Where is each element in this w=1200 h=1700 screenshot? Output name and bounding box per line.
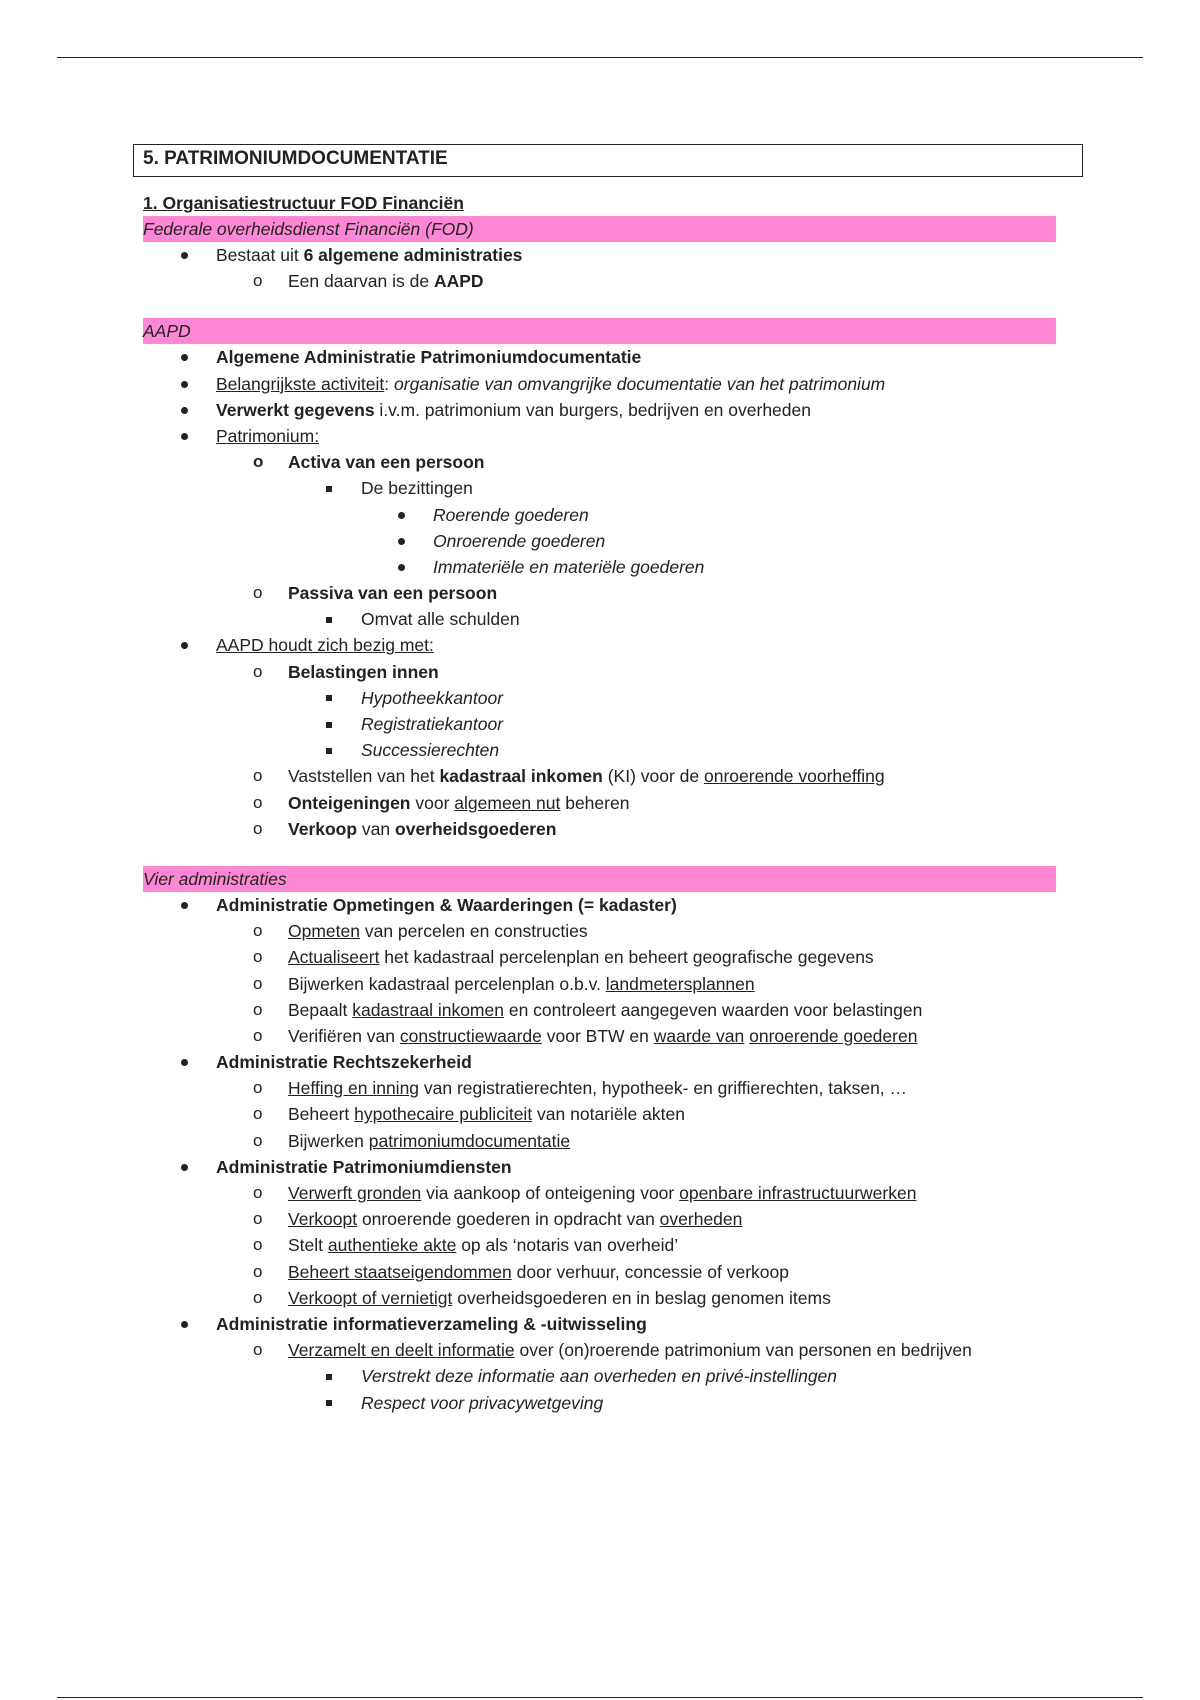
list-item: o Passiva van een persoon — [133, 580, 1083, 606]
circle-marker: o — [253, 1209, 263, 1229]
circle-marker: o — [253, 1261, 263, 1281]
bullet-marker — [181, 1311, 188, 1337]
circle-marker: o — [253, 583, 263, 603]
bullet-marker — [398, 502, 405, 528]
bullet-marker — [398, 554, 405, 580]
list-item: o Activa van een persoon — [133, 449, 1083, 475]
list-item: Hypotheekkantoor — [133, 685, 1083, 711]
list-item: o Verifiëren van constructiewaarde voor BTW en waarde van onroerende goederen — [133, 1023, 1083, 1049]
list-item: Respect voor privacywetgeving — [133, 1390, 1083, 1416]
list-item: o Bijwerken kadastraal percelenplan o.b.v. landmetersplannen — [133, 971, 1083, 997]
list-item: Immateriële en materiële goederen — [133, 554, 1083, 580]
circle-marker: o — [253, 271, 263, 291]
circle-marker: o — [253, 1183, 263, 1202]
list-item: o Verzamelt en deelt informatie over (on)roerende patrimonium van personen en bedrijven — [133, 1337, 1083, 1363]
circle-marker: o — [253, 1025, 263, 1045]
document-body — [133, 144, 1083, 1416]
bullet-marker — [181, 1049, 188, 1075]
bullet-marker — [181, 632, 188, 658]
footer-rule — [57, 1697, 1143, 1698]
circle-marker: o — [253, 973, 263, 993]
list-item: Administratie Opmetingen & Waarderingen (= kadaster) — [133, 892, 1083, 918]
circle-marker: o — [253, 1340, 263, 1360]
band-fod: Federale overheidsdienst Financiën (FOD) — [143, 216, 1056, 242]
circle-marker: o — [253, 999, 263, 1019]
list-item: o Bepaalt kadastraal inkomen en controleert aangegeven waarden voor belastingen — [133, 997, 1083, 1023]
list-item: AAPD houdt zich bezig met: — [133, 632, 1083, 658]
list-item: Verstrekt deze informatie aan overheden en privé-instellingen — [133, 1363, 1083, 1389]
list-item: Algemene Administratie Patrimoniumdocumentatie — [133, 344, 1083, 370]
section-heading: 1. Organisatiestructuur FOD Financiën — [143, 193, 464, 213]
list-item: Registratiekantoor — [133, 711, 1083, 737]
list-item: o Verkoop van overheidsgoederen — [133, 816, 1083, 842]
list-item: o Bijwerken patrimoniumdocumentatie — [133, 1128, 1083, 1154]
list-item: Administratie informatieverzameling & -uitwisseling — [133, 1311, 1083, 1337]
circle-marker: o — [253, 947, 263, 967]
list-item: o Verkoopt onroerende goederen in opdracht van overheden — [133, 1206, 1083, 1232]
square-marker — [326, 1363, 332, 1389]
list-item: Onroerende goederen — [133, 528, 1083, 554]
square-marker — [326, 606, 332, 632]
bullet-marker — [181, 892, 188, 918]
list-item: o Opmeten van percelen en constructies — [133, 918, 1083, 944]
circle-marker: o — [253, 766, 263, 786]
list-item: o Belastingen innen — [133, 659, 1083, 685]
list-item: Administratie Rechtszekerheid — [133, 1049, 1083, 1075]
bullet-marker — [181, 1154, 188, 1180]
bullet-marker — [181, 397, 188, 423]
circle-marker: o — [253, 452, 264, 472]
list-item: o Een daarvan is de AAPD — [133, 268, 1083, 294]
circle-marker: o — [253, 661, 263, 681]
band-vier-administraties: Vier administraties — [143, 866, 1056, 892]
list-item: Verwerkt gegevens i.v.m. patrimonium van burgers, bedrijven en overheden — [133, 397, 1083, 423]
list-item: o Vaststellen van het kadastraal inkomen (KI) voor de onroerende voorheffing — [133, 763, 1083, 789]
bullet-marker — [181, 423, 188, 449]
bullet-marker — [398, 528, 405, 554]
list-item: Successierechten — [133, 737, 1083, 763]
circle-marker: o — [253, 792, 263, 812]
list-item: Belangrijkste activiteit: organisatie van omvangrijke documentatie van het patrimonium — [133, 371, 1083, 397]
list-item: Omvat alle schulden — [133, 606, 1083, 632]
list-item: De bezittingen — [133, 475, 1083, 501]
square-marker — [326, 737, 332, 763]
list-item: Patrimonium: — [133, 423, 1083, 449]
list-item: Roerende goederen — [133, 502, 1083, 528]
list-item: o Beheert staatseigendommen door verhuur, concessie of verkoop — [133, 1259, 1083, 1285]
list-item: o Onteigeningen voor algemeen nut beheren — [133, 790, 1083, 816]
header-rule — [57, 57, 1143, 58]
list-item: o Heffing en inning van registratierechten, hypotheek- en griffierechten, taksen, … — [133, 1075, 1083, 1101]
list-item: o Beheert hypothecaire publiciteit van notariële akten — [133, 1101, 1083, 1127]
chapter-title: 5. PATRIMONIUMDOCUMENTATIE — [133, 144, 1083, 177]
circle-marker: o — [253, 1078, 263, 1098]
list-item: Bestaat uit 6 algemene administraties — [133, 242, 1083, 268]
circle-marker: o — [253, 818, 263, 838]
circle-marker: o — [253, 1130, 263, 1150]
list-item: o Verkoopt of vernietigt overheidsgoederen en in beslag genomen items — [133, 1285, 1083, 1311]
list-item: Administratie Patrimoniumdiensten — [133, 1154, 1083, 1180]
bullet-marker — [181, 371, 188, 397]
circle-marker: o — [253, 921, 263, 941]
list-item: o Actualiseert het kadastraal percelenplan en beheert geografische gegevens — [133, 944, 1083, 970]
square-marker — [326, 711, 332, 737]
band-aapd: AAPD — [143, 318, 1056, 344]
circle-marker: o — [253, 1104, 263, 1124]
bullet-marker — [181, 344, 188, 370]
bullet-marker — [181, 242, 188, 268]
square-marker — [326, 1390, 332, 1416]
list-item: o Stelt authentieke akte op als ‘notaris van overheid’ — [133, 1232, 1083, 1258]
square-marker — [326, 685, 332, 711]
list-item: o Verwerft gronden via aankoop of onteigening voor openbare infrastructuurwerken — [133, 1180, 1083, 1206]
circle-marker: o — [253, 1287, 263, 1307]
square-marker — [326, 475, 332, 501]
circle-marker: o — [253, 1235, 263, 1255]
